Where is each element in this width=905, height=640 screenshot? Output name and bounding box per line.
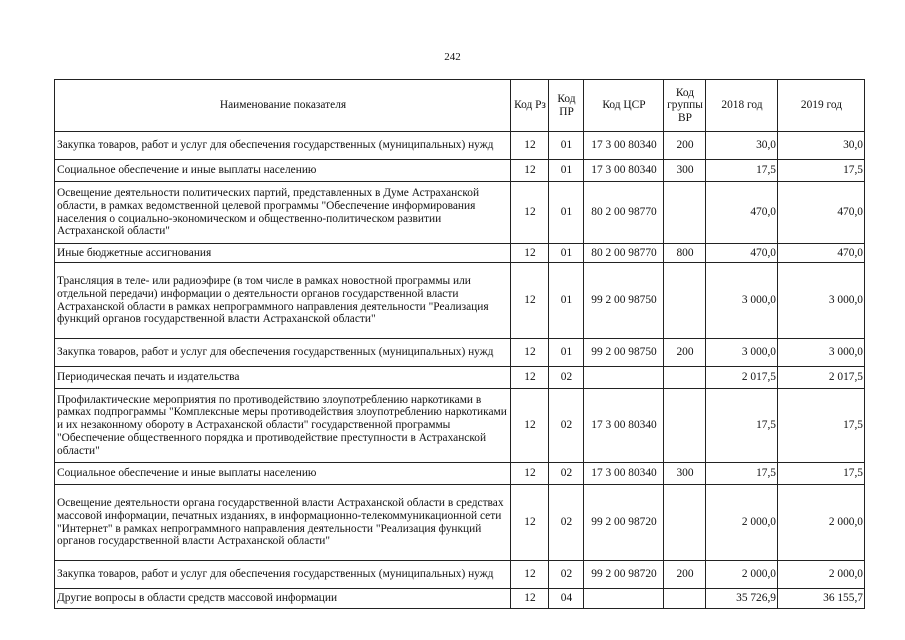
row-pr: 01 xyxy=(549,182,584,244)
row-name: Профилактические мероприятия по противодействию злоупотреблению наркотиками в рамках подпрограммы "Комплексные меры противодействия злоупотреблению наркотиками и их незаконному обороту в Астраханской области" государственной программы "Обеспечение общественного порядка и противодействие преступности в Астраханской области" xyxy=(55,389,511,463)
row-pr: 02 xyxy=(549,463,584,485)
row-csr: 17 3 00 80340 xyxy=(584,160,664,182)
row-vr xyxy=(664,263,706,339)
row-vr xyxy=(664,589,706,609)
row-csr: 99 2 00 98750 xyxy=(584,339,664,367)
row-vr: 800 xyxy=(664,244,706,263)
page-number: 242 xyxy=(444,51,461,63)
row-name: Другие вопросы в области средств массовой информации xyxy=(55,589,511,609)
row-2019: 2 017,5 xyxy=(778,367,865,389)
row-rz: 12 xyxy=(511,339,549,367)
row-csr: 99 2 00 98720 xyxy=(584,485,664,561)
header-rz: Код Рз xyxy=(511,80,549,132)
row-name: Закупка товаров, работ и услуг для обеспечения государственных (муниципальных) нужд xyxy=(55,339,511,367)
row-rz: 12 xyxy=(511,244,549,263)
row-pr: 02 xyxy=(549,389,584,463)
header-name: Наименование показателя xyxy=(55,80,511,132)
table-row xyxy=(55,244,865,263)
row-rz: 12 xyxy=(511,263,549,339)
row-2019: 470,0 xyxy=(778,182,865,244)
row-2018: 2 017,5 xyxy=(706,367,778,389)
row-vr: 200 xyxy=(664,339,706,367)
row-vr: 300 xyxy=(664,463,706,485)
row-2019: 2 000,0 xyxy=(778,485,865,561)
row-name: Освещение деятельности политических партий, представленных в Думе Астраханской области, в рамках ведомственной целевой программы "Обеспечение информирования населения о социально-экономическом и общественно-политическом развитии Астраханской области" xyxy=(55,182,511,244)
table-row xyxy=(55,485,865,561)
row-2019: 17,5 xyxy=(778,160,865,182)
row-vr: 200 xyxy=(664,132,706,160)
row-2018: 35 726,9 xyxy=(706,589,778,609)
row-rz: 12 xyxy=(511,561,549,589)
row-name: Иные бюджетные ассигнования xyxy=(55,244,511,263)
row-csr xyxy=(584,589,664,609)
row-name: Периодическая печать и издательства xyxy=(55,367,511,389)
row-2019: 17,5 xyxy=(778,463,865,485)
row-csr: 80 2 00 98770 xyxy=(584,244,664,263)
row-2019: 470,0 xyxy=(778,244,865,263)
row-vr xyxy=(664,485,706,561)
row-name: Социальное обеспечение и иные выплаты населению xyxy=(55,463,511,485)
row-pr: 01 xyxy=(549,160,584,182)
row-pr: 01 xyxy=(549,263,584,339)
row-pr: 01 xyxy=(549,132,584,160)
header-csr: Код ЦСР xyxy=(584,80,664,132)
row-csr xyxy=(584,367,664,389)
table-row xyxy=(55,182,865,244)
row-2019: 3 000,0 xyxy=(778,263,865,339)
row-2018: 17,5 xyxy=(706,463,778,485)
row-vr: 200 xyxy=(664,561,706,589)
row-pr: 02 xyxy=(549,561,584,589)
row-rz: 12 xyxy=(511,367,549,389)
header-pr: Код ПР xyxy=(549,80,584,132)
row-csr: 80 2 00 98770 xyxy=(584,182,664,244)
row-2018: 470,0 xyxy=(706,182,778,244)
header-vr: Код группы ВР xyxy=(664,80,706,132)
row-2018: 30,0 xyxy=(706,132,778,160)
row-vr xyxy=(664,367,706,389)
table-row xyxy=(55,160,865,182)
row-pr: 01 xyxy=(549,339,584,367)
table-row xyxy=(55,389,865,463)
header-2019: 2019 год xyxy=(778,80,865,132)
row-vr xyxy=(664,389,706,463)
row-rz: 12 xyxy=(511,463,549,485)
row-vr xyxy=(664,182,706,244)
row-csr: 17 3 00 80340 xyxy=(584,389,664,463)
table-row xyxy=(55,561,865,589)
row-rz: 12 xyxy=(511,132,549,160)
row-csr: 99 2 00 98720 xyxy=(584,561,664,589)
header-row xyxy=(55,80,865,132)
table-row xyxy=(55,339,865,367)
row-rz: 12 xyxy=(511,160,549,182)
table-row xyxy=(55,367,865,389)
row-name: Социальное обеспечение и иные выплаты населению xyxy=(55,160,511,182)
row-pr: 04 xyxy=(549,589,584,609)
row-rz: 12 xyxy=(511,485,549,561)
row-name: Трансляция в теле- или радиоэфире (в том числе в рамках новостной программы или отдельной передачи) информации о деятельности органов государственной власти Астраханской области в рамках непрограммного направления деятельности "Реализация функций органов государственной власти Астраханской области" xyxy=(55,263,511,339)
row-rz: 12 xyxy=(511,182,549,244)
row-2018: 2 000,0 xyxy=(706,561,778,589)
table-row xyxy=(55,132,865,160)
row-name: Закупка товаров, работ и услуг для обеспечения государственных (муниципальных) нужд xyxy=(55,561,511,589)
header-2018: 2018 год xyxy=(706,80,778,132)
row-2018: 2 000,0 xyxy=(706,485,778,561)
table-row xyxy=(55,263,865,339)
row-csr: 17 3 00 80340 xyxy=(584,463,664,485)
row-rz: 12 xyxy=(511,389,549,463)
row-pr: 01 xyxy=(549,244,584,263)
row-pr: 02 xyxy=(549,485,584,561)
table-row xyxy=(55,463,865,485)
row-2018: 470,0 xyxy=(706,244,778,263)
row-2019: 36 155,7 xyxy=(778,589,865,609)
row-pr: 02 xyxy=(549,367,584,389)
row-2018: 17,5 xyxy=(706,160,778,182)
row-2019: 2 000,0 xyxy=(778,561,865,589)
row-2018: 17,5 xyxy=(706,389,778,463)
row-2019: 3 000,0 xyxy=(778,339,865,367)
row-csr: 99 2 00 98750 xyxy=(584,263,664,339)
row-2019: 17,5 xyxy=(778,389,865,463)
row-2018: 3 000,0 xyxy=(706,263,778,339)
row-rz: 12 xyxy=(511,589,549,609)
table-row xyxy=(55,589,865,609)
row-2019: 30,0 xyxy=(778,132,865,160)
row-name: Освещение деятельности органа государственной власти Астраханской области в средствах массовой информации, печатных изданиях, в информационно-телекоммуникационной сети "Интернет" в рамках непрограммного направления деятельности "Реализация функций органов государственной власти Астраханской области" xyxy=(55,485,511,561)
row-vr: 300 xyxy=(664,160,706,182)
row-csr: 17 3 00 80340 xyxy=(584,132,664,160)
budget-table xyxy=(54,79,865,609)
row-2018: 3 000,0 xyxy=(706,339,778,367)
row-name: Закупка товаров, работ и услуг для обеспечения государственных (муниципальных) нужд xyxy=(55,132,511,160)
